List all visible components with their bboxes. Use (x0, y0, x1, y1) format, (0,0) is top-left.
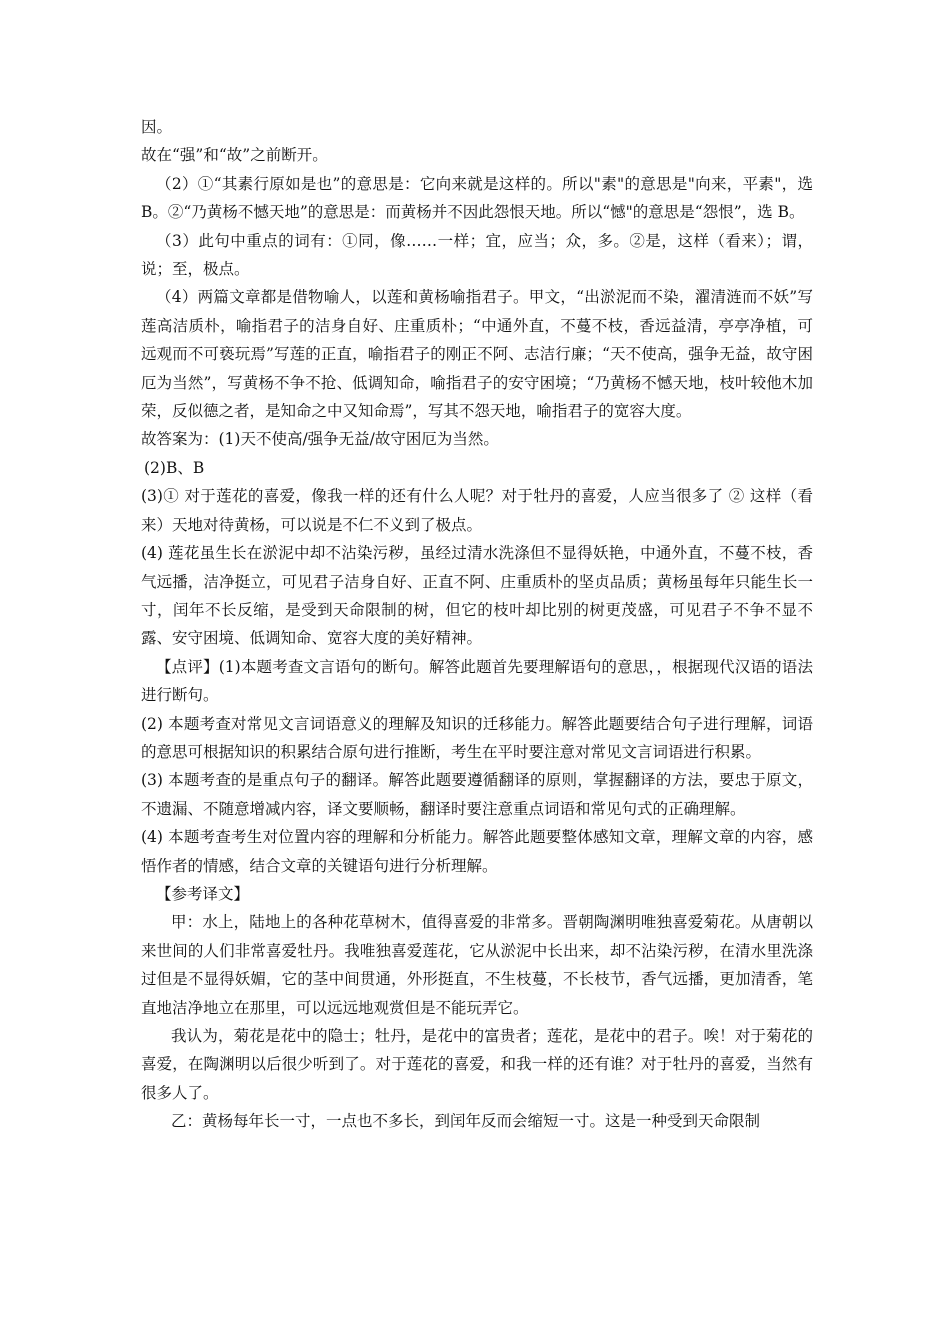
text-line: 因。 (141, 118, 173, 136)
comment-1: 【点评】(1)本题考查文言语句的断句。解答此题首先要理解语句的意思，，根据现代汉语的语法进行断句。 (141, 657, 813, 705)
comment-2: (2) 本题考查对常见文言词语意义的理解及知识的迁移能力。解答此题要结合句子进行理解，词语的意思可根据知识的积累结合原句进行推断，考生在平时要注意对常见文言词语进行积累。 (141, 714, 813, 761)
answer-part-3: （3）此句中重点的词有：①同，像……一样；宜，应当；众，多。②是，这样（看来）；谓，说；至，极点。 (141, 231, 813, 279)
comment-4: (4) 本题考查考生对位置内容的理解和分析能力。解答此题要整体感知文章，理解文章的内容，感悟作者的情感，结合文章的关键语句进行分析理解。 (141, 828, 813, 875)
comment-3: (3) 本题考查的是重点句子的翻译。解答此题要遵循翻译的原则，掌握翻译的方法，要忠于原文，不遗漏、不随意增减内容，译文要顺畅，翻译时要注意重点词语和常见句式的正确理解。 (141, 771, 813, 818)
text-line: 故在“强”和“故”之前断开。 (141, 146, 328, 165)
answer-part-4: （4）两篇文章都是借物喻人，以莲和黄杨喻指君子。甲文，“出淤泥而不染，濯清涟而不妖”写莲高洁质朴，喻指君子的洁身自好、庄重质朴；“中通外直，不蔓不枝，香远益清，亭亭净植，可远观而不可亵玩焉”写莲的正直，喻指君子的刚正不阿、志洁行廉；“天不使高，强争无益，故守困厄为当然”，写黄杨不争不抢、低调知命，喻指君子的安守困境；“乃黄杨不憾天地，枝叶较他木加荣，反似德之者，是知命之中又知命焉”，写其不怨天地，喻指君子的宽容大度。 (141, 288, 813, 421)
reference-translation-heading: 【参考译文】 (156, 884, 250, 903)
final-answer-1: 故答案为：(1)天不使高/强争无益/故守困厄为当然。 (141, 430, 499, 449)
final-answer-3: (3)① 对于莲花的喜爱，像我一样的还有什么人呢？对于牡丹的喜爱，人应当很多了 ② 这样（看来）天地对待黄杨，可以说是不仁不义到了极点。 (141, 487, 813, 534)
translation-para-3: 乙：黄杨每年长一寸，一点也不多长，到闰年反而会缩短一寸。这是一种受到天命限制 (171, 1112, 761, 1131)
answer-part-2: （2）①“其素行原如是也”的意思是：它向来就是这样的。所以"素"的意思是"向来，平素"，选 B。②“乃黄杨不憾天地”的意思是：而黄杨并不因此怨恨天地。所以“憾"的意思是“怨恨”，选 B。 (141, 174, 813, 222)
document-page (141, 113, 813, 1136)
translation-para-2: 我认为，菊花是花中的隐士；牡丹，是花中的富贵者；莲花，是花中的君子。唉！对于菊花的喜爱，在陶渊明以后很少听到了。对于莲花的喜爱，和我一样的还有谁？对于牡丹的喜爱，当然有很多人了。 (141, 1027, 813, 1102)
final-answer-4: (4) 莲花虽生长在淤泥中却不沾染污秽，虽经过清水洗涤但不显得妖艳，中通外直，不蔓不枝，香气远播，洁净挺立，可见君子洁身自好、正直不阿、庄重质朴的坚贞品质；黄杨虽每年只能生长一寸，闰年不长反缩，是受到天命限制的树，但它的枝叶却比别的树更茂盛，可见君子不争不显不露、安守困境、低调知命、宽容大度的美好精神。 (141, 544, 813, 648)
translation-para-1: 甲：水上，陆地上的各种花草树木，值得喜爱的非常多。晋朝陶渊明唯独喜爱菊花。从唐朝以来世间的人们非常喜爱牡丹。我唯独喜爱莲花，它从淤泥中长出来，却不沾染污秽，在清水里洗涤过但是不显得妖媚，它的茎中间贯通，外形挺直，不生枝蔓，不长枝节，香气远播，更加清香，笔直地洁净地立在那里，可以远远地观赏但是不能玩弄它。 (141, 913, 813, 1017)
final-answer-2: (2)B、B (144, 458, 205, 477)
